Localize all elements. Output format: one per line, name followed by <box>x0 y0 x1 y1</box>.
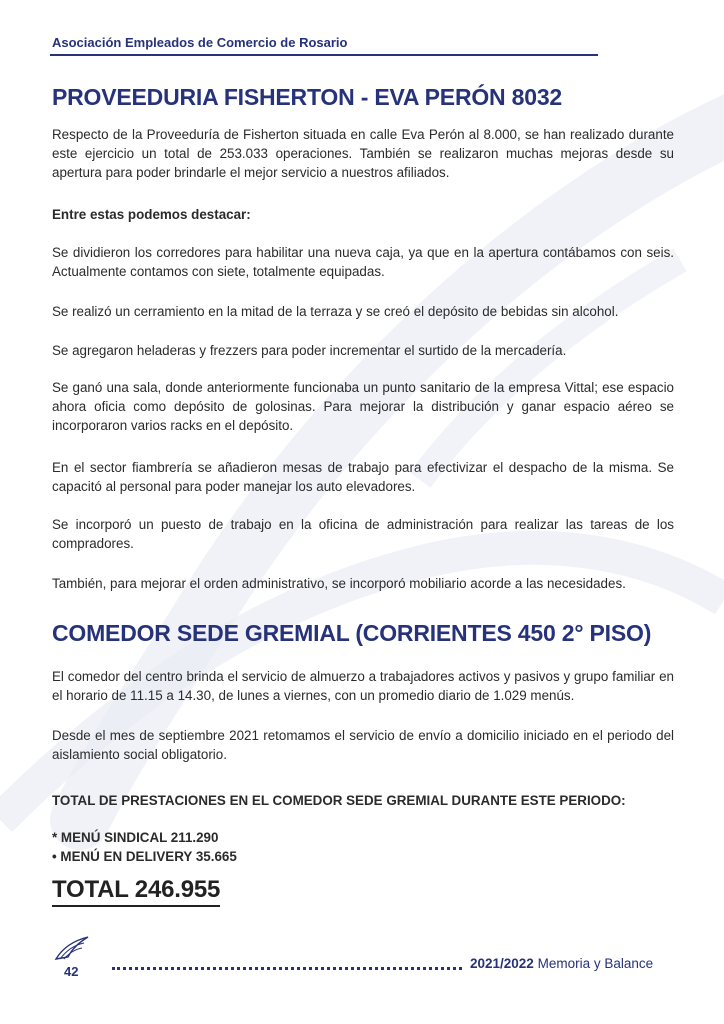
section2-para-2: Desde el mes de septiembre 2021 retomamos el servicio de envío a domicilio iniciado en el periodo del aislamiento social obligatorio. <box>52 728 674 763</box>
section1-item-1: Se dividieron los corredores para habilitar una nueva caja, ya que en la apertura contábamos con seis. Actualmente contamos con siete, totalmente equipadas. <box>52 245 674 280</box>
section1-item-6: Se incorporó un puesto de trabajo en la oficina de administración para realizar las tareas de los compradores. <box>52 517 674 552</box>
section2-totals-heading: TOTAL DE PRESTACIONES EN EL COMEDOR SEDE GREMIAL DURANTE ESTE PERIODO: <box>52 793 626 808</box>
wing-logo-icon <box>54 935 90 961</box>
footer-label: Memoria y Balance <box>537 956 654 971</box>
section1-item-5: En el sector fiambrería se añadieron mesas de trabajo para efectivizar el despacho de la misma. Se capacitó al personal para poder manejar los auto elevadores. <box>52 460 674 495</box>
section1-item-4: Se ganó una sala, donde anteriormente funcionaba un punto sanitario de la empresa Vittal; ese espacio ahora oficia como depósito de golosinas. Para mejorar la distribución y ganar espacio aéreo se incorporaron varios racks en el depósito. <box>52 380 674 434</box>
section2-total: TOTAL 246.955 <box>52 876 220 907</box>
section2-title: COMEDOR SEDE GREMIAL (CORRIENTES 450 2° PISO) <box>52 620 652 646</box>
section1-title: PROVEEDURIA FISHERTON - EVA PERÓN 8032 <box>52 84 563 110</box>
section1-item-7: También, para mejorar el orden administrativo, se incorporó mobiliario acorde a las necesidades. <box>52 576 626 591</box>
header-divider <box>50 54 598 56</box>
section1-item-2: Se realizó un cerramiento en la mitad de la terraza y se creó el depósito de bebidas sin alcohol. <box>52 304 619 319</box>
section2-line-delivery: • MENÚ EN DELIVERY 35.665 <box>52 849 237 864</box>
section2-line-sindical: * MENÚ SINDICAL 211.290 <box>52 830 219 845</box>
header-organization: Asociación Empleados de Comercio de Rosario <box>52 35 348 50</box>
footer-publication <box>470 956 653 971</box>
footer-dotted-rule <box>112 967 462 970</box>
section1-intro: Respecto de la Proveeduría de Fisherton situada en calle Eva Perón al 8.000, se han realizado durante este ejercicio un total de 253.033 operaciones. También se realizaron muchas mejoras desde su apertura para poder brindarle el mejor servicio a nuestros afiliados. <box>52 127 674 181</box>
footer-year: 2021/2022 <box>470 956 534 971</box>
section2-para-1: El comedor del centro brinda el servicio de almuerzo a trabajadores activos y pasivos y grupo familiar en el horario de 11.15 a 14.30, de lunes a viernes, con un promedio diario de 1.029 menús. <box>52 669 674 704</box>
page-number: 42 <box>64 964 79 979</box>
section1-item-3: Se agregaron heladeras y frezzers para poder incrementar el surtido de la mercadería. <box>52 343 567 358</box>
section1-highlight-heading: Entre estas podemos destacar: <box>52 207 251 222</box>
